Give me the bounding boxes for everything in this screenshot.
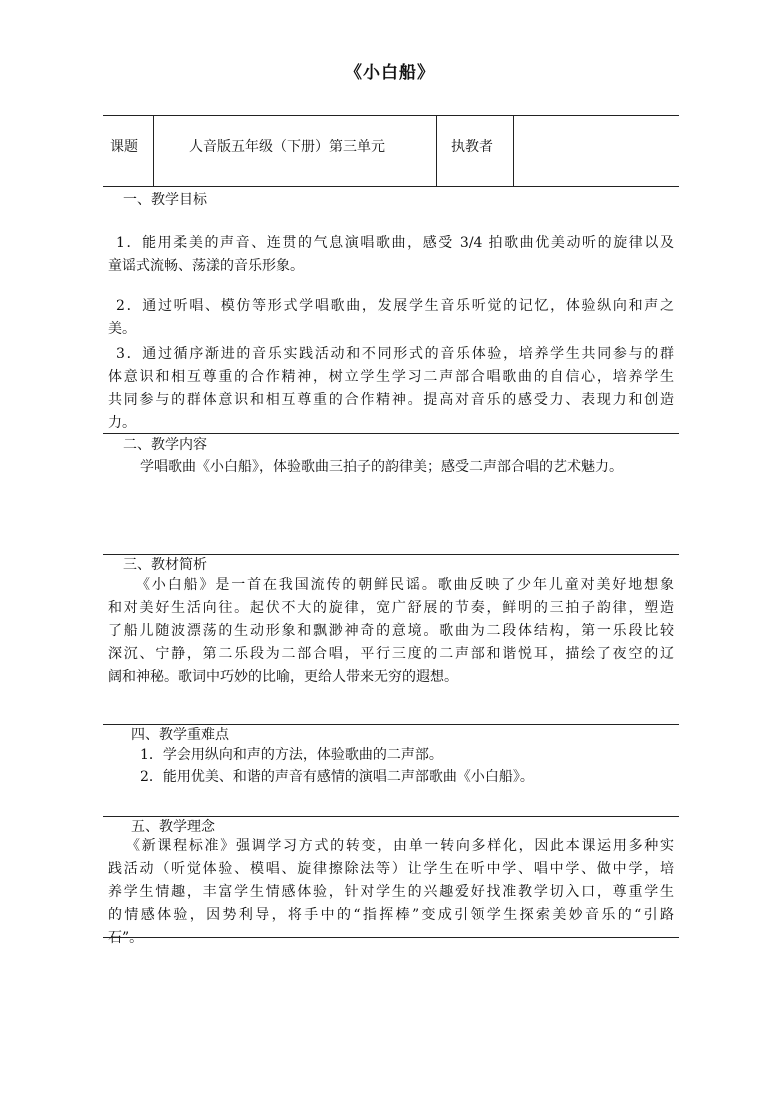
analysis-text bbox=[108, 574, 674, 689]
analysis-line-5: 阔和神秘。歌词中巧妙的比喻，更给人带来无穷的遐想。 bbox=[108, 669, 458, 685]
objective-3-line-3: 共同参与的群体意识和相互尊重的合作精神。提高对音乐的感受力、表现力和创造 bbox=[108, 392, 674, 408]
analysis-line-3: 了船儿随波漂荡的生动形象和飘渺神奇的意境。歌曲为二段体结构，第一乐段比较 bbox=[108, 623, 674, 639]
objective-1-line-2: 童谣式流畅、荡漾的音乐形象。 bbox=[108, 258, 304, 274]
objective-item-2 bbox=[108, 295, 674, 341]
subject-value: 人音版五年级（下册）第三单元 bbox=[189, 139, 385, 155]
section-divider-1 bbox=[103, 433, 679, 434]
philosophy-text bbox=[108, 835, 674, 950]
objective-3-line-2: 体意识和相互尊重的合作精神，树立学生学习二声部合唱歌曲的自信心，培养学生 bbox=[108, 369, 674, 385]
philosophy-line-4: 的情感体验，因势利导，将手中的“指挥棒”变成引领学生探索美妙音乐的“引路 bbox=[108, 907, 674, 923]
philosophy-line-1: 《新课程标准》强调学习方式的转变，由单一转向多样化，因此本课运用多种实 bbox=[126, 838, 674, 854]
header-divider-2 bbox=[436, 115, 437, 186]
header-top-border bbox=[103, 115, 679, 116]
philosophy-line-5: 石”。 bbox=[108, 930, 144, 946]
analysis-line-4: 深沉、宁静，第二乐段为二部合唱，平行三度的二声部和谐悦耳，描绘了夜空的辽 bbox=[108, 646, 674, 662]
objective-3-line-4: 力。 bbox=[108, 415, 136, 431]
objective-2-line-1: 2．通过听唱、模仿等形式学唱歌曲，发展学生音乐听觉的记忆，体验纵向和声之 bbox=[116, 298, 674, 314]
philosophy-line-3: 养学生情趣，丰富学生情感体验，针对学生的兴趣爱好找准教学切入口，尊重学生 bbox=[108, 884, 674, 900]
analysis-line-1: 《小白船》是一首在我国流传的朝鲜民谣。歌曲反映了少年儿童对美好地想象 bbox=[136, 577, 674, 593]
document-title: 《小白船》 bbox=[345, 63, 435, 83]
objective-item-3 bbox=[108, 343, 674, 435]
subject-label: 课题 bbox=[110, 139, 138, 155]
key-point-item-2: 2．能用优美、和谐的声音有感情的演唱二声部歌曲《小白船》。 bbox=[140, 769, 534, 785]
content-heading: 二、教学内容 bbox=[123, 437, 207, 453]
content-text: 学唱歌曲《小白船》，体验歌曲三拍子的韵律美；感受二声部合唱的艺术魅力。 bbox=[140, 459, 623, 475]
key-points-heading: 四、教学重难点 bbox=[131, 727, 229, 743]
header-divider-1 bbox=[153, 115, 154, 186]
philosophy-line-2: 践活动（听觉体验、模唱、旋律擦除法等）让学生在听中学、唱中学、做中学，培 bbox=[108, 861, 674, 877]
header-bottom-border bbox=[103, 186, 679, 187]
objective-item-1 bbox=[108, 232, 674, 278]
objective-3-line-1: 3．通过循序渐进的音乐实践活动和不同形式的音乐体验，培养学生共同参与的群 bbox=[116, 346, 674, 362]
teacher-label: 执教者 bbox=[451, 139, 493, 155]
objective-2-line-2: 美。 bbox=[108, 321, 136, 337]
philosophy-heading: 五、教学理念 bbox=[131, 819, 215, 835]
header-divider-3 bbox=[513, 115, 514, 186]
section-divider-5 bbox=[103, 937, 679, 938]
analysis-heading: 三、教材简析 bbox=[123, 557, 207, 573]
key-point-item-1: 1．学会用纵向和声的方法，体验歌曲的二声部。 bbox=[140, 747, 443, 763]
objective-1-line-1: 1．能用柔美的声音、连贯的气息演唱歌曲，感受 3/4 拍歌曲优美动听的旋律以及 bbox=[116, 235, 674, 251]
objectives-heading: 一、教学目标 bbox=[123, 192, 207, 208]
analysis-line-2: 和对美好生活向往。起伏不大的旋律，宽广舒展的节奏，鲜明的三拍子韵律，塑造 bbox=[108, 600, 674, 616]
